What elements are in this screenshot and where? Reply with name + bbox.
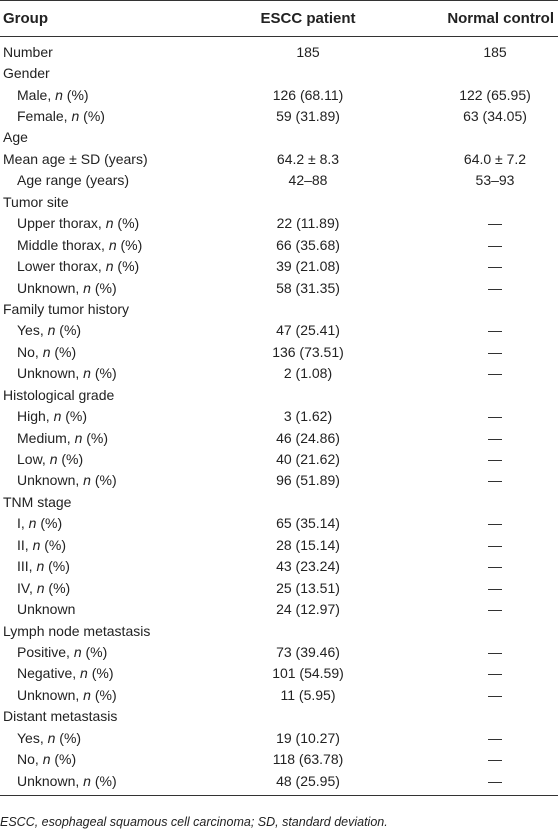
row-label-text: Unknown,: [17, 365, 84, 382]
normal-value: —: [488, 558, 502, 575]
escc-value: 24 (12.97): [276, 601, 340, 618]
row-label: [0, 341, 222, 362]
normal-value: [394, 620, 558, 641]
n-symbol: n: [49, 451, 58, 468]
row-label: [0, 105, 222, 126]
header-escc-patient: ESCC patient: [222, 1, 394, 37]
row-label: [0, 684, 222, 705]
normal-value: [394, 706, 558, 727]
row-label: [0, 556, 222, 577]
row-label: [0, 534, 222, 555]
normal-value: —: [488, 365, 502, 382]
row-label-text: Lower thorax,: [17, 258, 106, 275]
table-row: [0, 556, 558, 577]
normal-value: [394, 62, 558, 83]
row-label: [0, 470, 222, 491]
escc-value: [222, 706, 394, 727]
table-row: [0, 255, 558, 276]
table-body: [0, 37, 558, 796]
n-symbol: n: [74, 429, 83, 446]
percent-symbol: (%): [90, 472, 117, 489]
n-symbol: n: [47, 322, 56, 339]
normal-value: —: [488, 665, 502, 682]
n-symbol: n: [71, 108, 80, 125]
row-label: [0, 405, 222, 426]
row-label-text: Unknown,: [17, 472, 84, 489]
row-label-text: Unknown,: [17, 772, 84, 789]
table-row: [0, 641, 558, 662]
table-row: [0, 341, 558, 362]
n-symbol: n: [83, 686, 91, 703]
row-label-text: Low,: [17, 451, 50, 468]
percent-symbol: (%): [90, 772, 117, 789]
table-row: [0, 213, 558, 234]
escc-value: 66 (35.68): [276, 236, 340, 253]
n-symbol: n: [83, 279, 91, 296]
normal-value: —: [488, 601, 502, 618]
escc-value: 136 (73.51): [272, 343, 344, 360]
n-symbol: n: [73, 643, 82, 660]
table-row: [0, 127, 558, 148]
row-label: [0, 148, 222, 169]
row-label: [0, 37, 222, 63]
n-symbol: n: [108, 236, 117, 253]
row-label-text: Yes,: [17, 322, 48, 339]
normal-value: —: [488, 579, 502, 596]
escc-value: [222, 491, 394, 512]
table-row: [0, 37, 558, 63]
row-label-text: I,: [17, 515, 29, 532]
escc-value: [222, 62, 394, 83]
normal-value: —: [488, 258, 502, 275]
row-label-text: Lymph node metastasis: [3, 622, 151, 639]
n-symbol: n: [83, 472, 91, 489]
escc-value: 96 (51.89): [276, 472, 340, 489]
row-label: [0, 191, 222, 212]
escc-value: [222, 127, 394, 148]
row-label-text: Tumor site: [3, 193, 69, 210]
row-label-text: Male,: [17, 86, 56, 103]
row-label-text: III,: [17, 558, 37, 575]
normal-value: 64.0 ± 7.2: [463, 150, 527, 167]
n-symbol: n: [28, 515, 37, 532]
percent-symbol: (%): [50, 751, 77, 768]
table-row: [0, 663, 558, 684]
header-group: Group: [0, 1, 222, 37]
table-row: [0, 298, 558, 319]
row-label-text: II,: [17, 536, 33, 553]
escc-value: [222, 191, 394, 212]
normal-value: 122 (65.95): [459, 86, 531, 103]
row-label-text: Medium,: [17, 429, 75, 446]
percent-symbol: (%): [87, 665, 114, 682]
percent-symbol: (%): [81, 643, 108, 660]
escc-value: 64.2 ± 8.3: [276, 150, 340, 167]
escc-value: 42–88: [288, 172, 328, 189]
table-row: [0, 320, 558, 341]
table-row: [0, 491, 558, 512]
row-label: [0, 277, 222, 298]
table-row: [0, 363, 558, 384]
n-symbol: n: [105, 215, 114, 232]
n-symbol: n: [53, 408, 62, 425]
row-label-text: Middle thorax,: [17, 236, 109, 253]
table-row: [0, 234, 558, 255]
row-label: [0, 84, 222, 105]
escc-value: 25 (13.51): [276, 579, 340, 596]
table-header: [0, 1, 558, 37]
n-symbol: n: [47, 729, 56, 746]
row-label-text: Family tumor history: [3, 300, 130, 317]
row-label-text: Number: [3, 43, 53, 60]
percent-symbol: (%): [90, 365, 117, 382]
escc-value: 22 (11.89): [276, 215, 340, 232]
escc-value: 28 (15.14): [276, 536, 340, 553]
row-label-text: Negative,: [17, 665, 81, 682]
n-symbol: n: [42, 343, 51, 360]
row-label: [0, 491, 222, 512]
normal-value: 185: [483, 43, 507, 60]
normal-value: —: [488, 515, 502, 532]
row-label-text: Positive,: [17, 643, 74, 660]
escc-value: 40 (21.62): [276, 451, 340, 468]
table-row: [0, 170, 558, 191]
row-label: [0, 620, 222, 641]
row-label: [0, 770, 222, 796]
row-label-text: Gender: [3, 65, 50, 82]
normal-value: —: [488, 408, 502, 425]
table-row: [0, 148, 558, 169]
normal-value: —: [488, 451, 502, 468]
row-label: [0, 706, 222, 727]
percent-symbol: (%): [44, 579, 71, 596]
percent-symbol: (%): [82, 429, 109, 446]
header-normal-control: Normal control: [394, 1, 558, 37]
table-row: [0, 706, 558, 727]
escc-value: 58 (31.35): [276, 279, 340, 296]
percent-symbol: (%): [55, 322, 82, 339]
n-symbol: n: [32, 536, 41, 553]
row-label: [0, 213, 222, 234]
escc-value: 118 (63.78): [272, 751, 344, 768]
escc-value: 3 (1.62): [283, 408, 333, 425]
row-label: [0, 298, 222, 319]
row-label-text: No,: [17, 343, 43, 360]
table-row: [0, 598, 558, 619]
normal-value: —: [488, 643, 502, 660]
percent-symbol: (%): [113, 258, 140, 275]
n-symbol: n: [83, 772, 91, 789]
table-row: [0, 191, 558, 212]
row-label: [0, 363, 222, 384]
normal-value: —: [488, 236, 502, 253]
row-label: [0, 663, 222, 684]
escc-value: 59 (31.89): [276, 108, 340, 125]
escc-value: 19 (10.27): [276, 729, 340, 746]
row-label-text: Unknown: [17, 601, 76, 618]
row-label: [0, 448, 222, 469]
escc-value: 48 (25.95): [222, 770, 394, 796]
escc-value: 2 (1.08): [283, 365, 333, 382]
table-row: [0, 84, 558, 105]
escc-value: [222, 384, 394, 405]
n-symbol: n: [36, 579, 45, 596]
n-symbol: n: [55, 86, 63, 103]
percent-symbol: (%): [90, 279, 117, 296]
escc-value: 39 (21.08): [276, 258, 340, 275]
table-row: [0, 684, 558, 705]
normal-value: [394, 127, 558, 148]
normal-value: [394, 491, 558, 512]
escc-value: 101 (54.59): [272, 665, 344, 682]
row-label: [0, 62, 222, 83]
row-label-text: Mean age ± SD (years): [3, 150, 148, 167]
escc-value: [222, 620, 394, 641]
row-label: [0, 727, 222, 748]
normal-value: —: [488, 279, 502, 296]
percent-symbol: (%): [36, 515, 63, 532]
normal-value: —: [488, 343, 502, 360]
normal-value: —: [488, 686, 502, 703]
row-label: [0, 384, 222, 405]
table-footnote: ESCC, esophageal squamous cell carcinoma; SD, standard deviation.: [0, 815, 388, 829]
row-label-text: High,: [17, 408, 54, 425]
percent-symbol: (%): [61, 408, 88, 425]
normal-value: —: [488, 729, 502, 746]
n-symbol: n: [36, 558, 45, 575]
normal-value: —: [488, 215, 502, 232]
row-label: [0, 255, 222, 276]
n-symbol: n: [83, 365, 91, 382]
table-row: [0, 405, 558, 426]
escc-value: 43 (23.24): [276, 558, 340, 575]
row-label-text: IV,: [17, 579, 37, 596]
row-label: [0, 127, 222, 148]
escc-value: [222, 298, 394, 319]
row-label-text: Female,: [17, 108, 72, 125]
escc-value: 11 (5.95): [280, 686, 336, 703]
escc-value: 65 (35.14): [276, 515, 340, 532]
normal-value: —: [488, 322, 502, 339]
normal-value: —: [488, 536, 502, 553]
table-row: [0, 577, 558, 598]
escc-value: 47 (25.41): [276, 322, 340, 339]
row-label-text: Upper thorax,: [17, 215, 106, 232]
table-row: [0, 534, 558, 555]
row-label: [0, 234, 222, 255]
row-label-text: Distant metastasis: [3, 708, 118, 725]
percent-symbol: (%): [57, 451, 84, 468]
row-label: [0, 748, 222, 769]
normal-value: [394, 384, 558, 405]
normal-value: 53–93: [475, 172, 515, 189]
percent-symbol: (%): [62, 86, 89, 103]
escc-value: 46 (24.86): [276, 429, 340, 446]
percent-symbol: (%): [50, 343, 77, 360]
normal-value: [394, 191, 558, 212]
row-label: [0, 641, 222, 662]
table-row: [0, 770, 558, 796]
table-row: [0, 727, 558, 748]
table-row: [0, 620, 558, 641]
percent-symbol: (%): [55, 729, 82, 746]
row-label: [0, 598, 222, 619]
table-row: [0, 105, 558, 126]
n-symbol: n: [42, 751, 51, 768]
n-symbol: n: [105, 258, 114, 275]
normal-value: —: [394, 770, 558, 796]
row-label-text: Unknown,: [17, 279, 84, 296]
normal-value: [394, 298, 558, 319]
table-row: [0, 277, 558, 298]
percent-symbol: (%): [44, 558, 70, 575]
table-row: [0, 470, 558, 491]
row-label-text: Age range (years): [17, 172, 130, 189]
table-row: [0, 748, 558, 769]
row-label-text: Histological grade: [3, 386, 115, 403]
row-label: [0, 427, 222, 448]
row-label-text: Unknown,: [17, 686, 84, 703]
table-row: [0, 448, 558, 469]
normal-value: —: [488, 472, 502, 489]
n-symbol: n: [80, 665, 88, 682]
percent-symbol: (%): [90, 686, 117, 703]
table-row: [0, 427, 558, 448]
percent-symbol: (%): [79, 108, 105, 125]
normal-value: —: [488, 751, 502, 768]
row-label: [0, 577, 222, 598]
normal-value: 63 (34.05): [463, 108, 527, 125]
row-label-text: TNM stage: [3, 493, 72, 510]
percent-symbol: (%): [116, 236, 143, 253]
normal-value: —: [488, 429, 502, 446]
escc-value: 126 (68.11): [272, 86, 344, 103]
table-row: [0, 62, 558, 83]
percent-symbol: (%): [40, 536, 67, 553]
row-label-text: No,: [17, 751, 43, 768]
table-row: [0, 513, 558, 534]
row-label-text: Age: [3, 129, 28, 146]
escc-value: 185: [296, 43, 320, 60]
row-label-text: Yes,: [17, 729, 48, 746]
row-label: [0, 513, 222, 534]
row-label: [0, 170, 222, 191]
escc-value: 73 (39.46): [276, 643, 340, 660]
percent-symbol: (%): [113, 215, 140, 232]
header-row: [0, 1, 558, 37]
row-label: [0, 320, 222, 341]
table-row: [0, 384, 558, 405]
